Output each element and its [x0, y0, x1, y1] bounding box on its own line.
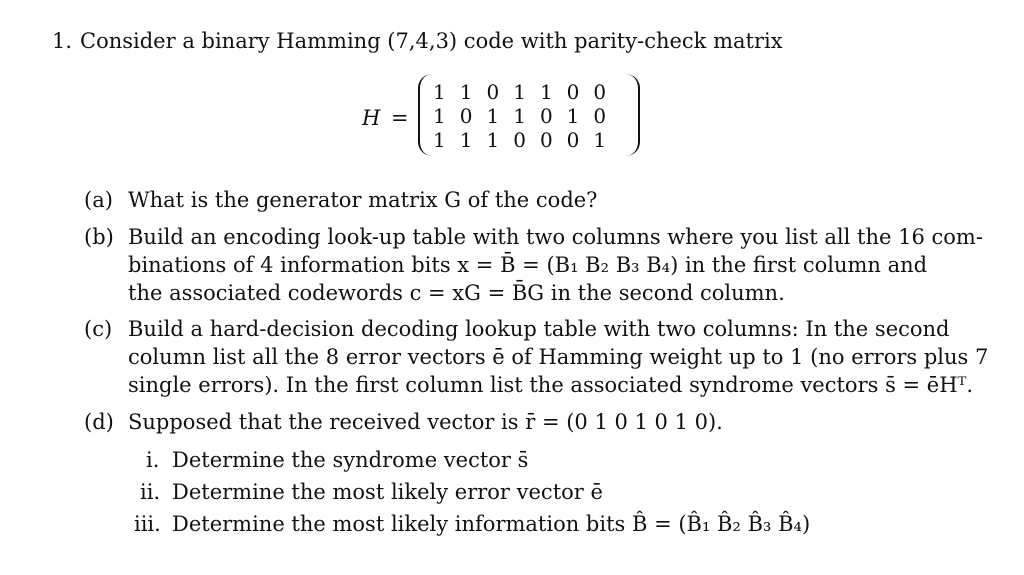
subpart-iii-text: Determine the most likely information bits B̂ = (B̂₁ B̂₂ B̂₃ B̂₄)	[172, 512, 811, 536]
matrix-cell: 0	[566, 128, 580, 152]
part-b-line-1: Build an encoding look-up table with two columns where you list all the 16 com-	[128, 225, 983, 249]
matrix-cell: 1	[433, 104, 446, 128]
matrix-cell: 1	[486, 128, 500, 152]
part-b-label: (b)	[84, 225, 114, 249]
parity-check-matrix	[426, 80, 613, 152]
matrix-cell: 0	[459, 104, 473, 128]
matrix-row	[426, 104, 613, 128]
matrix-cell: 1	[539, 80, 553, 104]
matrix-symbol: H	[362, 106, 381, 130]
matrix-row	[426, 80, 613, 104]
matrix-cell: 0	[539, 128, 553, 152]
part-c-label: (c)	[84, 317, 113, 341]
matrix-cell: 1	[486, 104, 500, 128]
part-c-line-2: column list all the 8 error vectors ē of Hamming weight up to 1 (no errors plus 7	[128, 345, 989, 369]
subpart-iii-label: iii.	[134, 512, 161, 536]
matrix-label	[362, 105, 409, 131]
matrix-equals: =	[391, 106, 409, 130]
matrix-cell: 0	[486, 80, 500, 104]
part-c-line-1: Build a hard-decision decoding lookup table with two columns: In the second	[128, 317, 950, 341]
matrix-cell: 1	[513, 80, 526, 104]
matrix-cell: 0	[513, 128, 526, 152]
matrix-cell: 1	[459, 80, 473, 104]
matrix-cell: 0	[593, 80, 607, 104]
matrix-cell: 0	[539, 104, 553, 128]
right-paren	[624, 74, 640, 156]
subpart-i-text: Determine the syndrome vector s̄	[172, 448, 529, 472]
part-c-text	[128, 315, 988, 399]
matrix-cell: 0	[593, 104, 607, 128]
matrix-cell: 1	[566, 104, 580, 128]
part-d-text: Supposed that the received vector is r̄ = (0 1 0 1 0 1 0).	[128, 410, 723, 434]
part-a-text: What is the generator matrix G of the code?	[128, 188, 598, 212]
subpart-i-label: i.	[146, 448, 160, 472]
part-b-text	[128, 223, 983, 307]
part-b-line-3: the associated codewords c = xG = B̄G in the second column.	[128, 281, 785, 305]
part-d-label: (d)	[84, 410, 114, 434]
subpart-ii-text: Determine the most likely error vector ē	[172, 480, 603, 504]
matrix-cell: 0	[566, 80, 580, 104]
part-c-line-3: single errors). In the first column list the associated syndrome vectors s̄ = ēHᵀ.	[128, 373, 974, 397]
part-a-label: (a)	[84, 188, 113, 212]
matrix-cell: 1	[513, 104, 526, 128]
subpart-ii-label: ii.	[140, 480, 161, 504]
matrix-cell: 1	[593, 128, 607, 152]
matrix-cell: 1	[459, 128, 473, 152]
matrix-cell: 1	[433, 80, 446, 104]
problem-number: 1.	[52, 29, 73, 53]
matrix-row	[426, 128, 613, 152]
part-b-line-2: binations of 4 information bits x = B̄ = (B₁ B₂ B₃ B₄) in the first column and	[128, 253, 928, 277]
problem-intro: Consider a binary Hamming (7,4,3) code with parity-check matrix	[80, 29, 783, 53]
matrix-cell: 1	[433, 128, 446, 152]
